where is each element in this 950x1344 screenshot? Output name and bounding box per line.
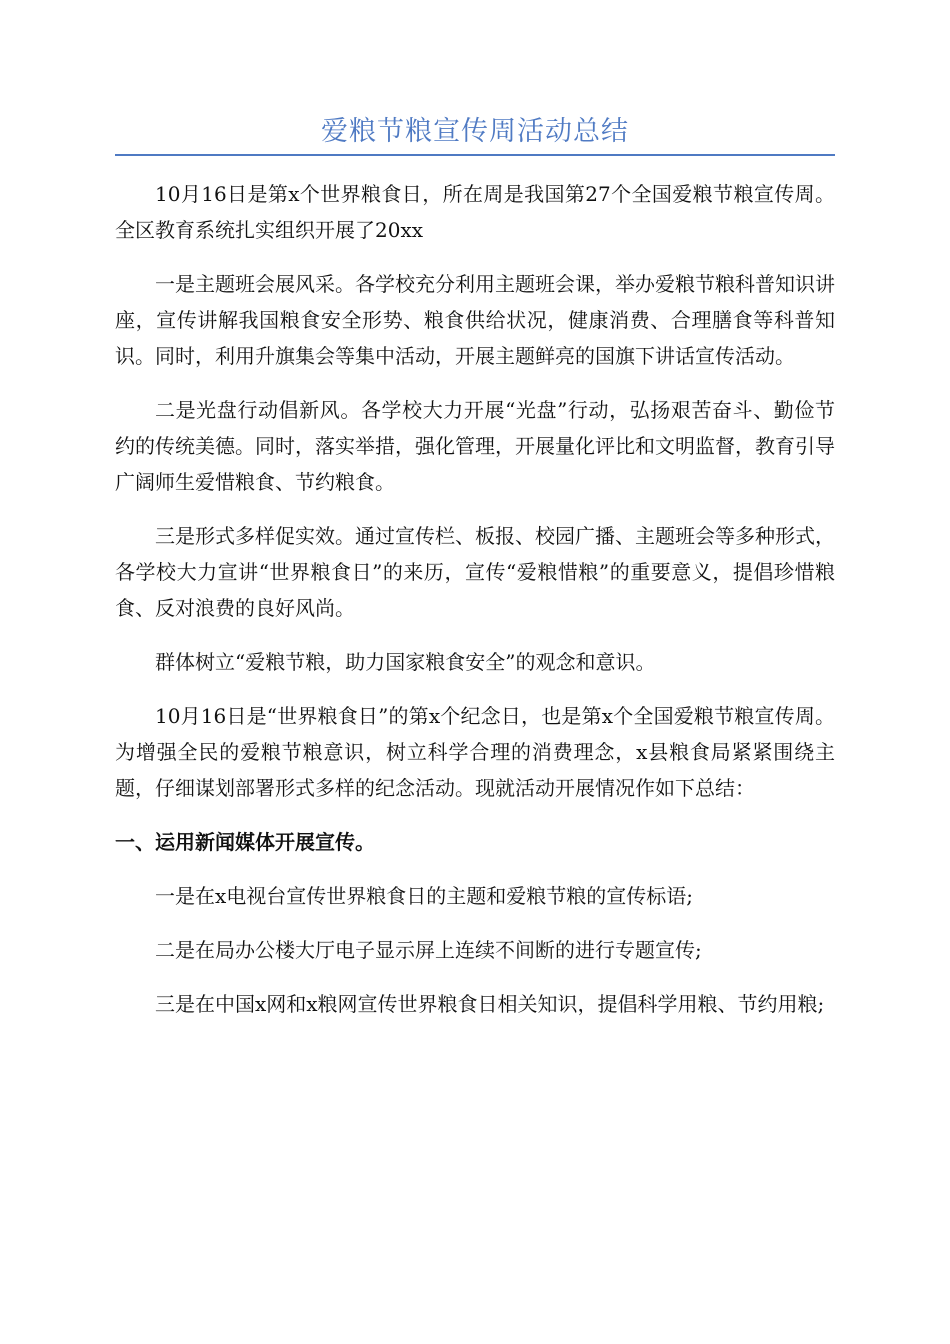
paragraph: 二是光盘行动倡新风。各学校大力开展“光盘”行动，弘扬艰苦奋斗、勤俭节约的传统美德。同时，落实举措，强化管理，开展量化评比和文明监督，教育引导广阔师生爱惜粮食、节约粮食。	[115, 398, 835, 494]
paragraph: 10月16日是第x个世界粮食日，所在周是我国第27个全国爱粮节粮宣传周。全区教育系统扎实组织开展了20xx	[115, 182, 835, 242]
section-paragraph: 三是在中国x网和x粮网宣传世界粮食日相关知识，提倡科学用粮、节约用粮;	[155, 992, 825, 1016]
paragraph: 群体树立“爱粮节粮，助力国家粮食安全”的观念和意识。	[155, 650, 656, 674]
section-heading: 一、运用新闻媒体开展宣传。	[115, 830, 375, 854]
document-title: 爱粮节粮宣传周活动总结	[321, 116, 629, 147]
paragraph: 一是主题班会展风采。各学校充分利用主题班会课，举办爱粮节粮科普知识讲座，宣传讲解我国粮食安全形势、粮食供给状况，健康消费、合理膳食等科普知识。同时，利用升旗集会等集中活动，开展主题鲜亮的国旗下讲话宣传活动。	[115, 272, 835, 368]
section-paragraph: 一是在x电视台宣传世界粮食日的主题和爱粮节粮的宣传标语;	[155, 884, 694, 908]
paragraph: 10月16日是“世界粮食日”的第x个纪念日，也是第x个全国爱粮节粮宣传周。为增强全民的爱粮节粮意识，树立科学合理的消费理念，x县粮食局紧紧围绕主题，仔细谋划部署形式多样的纪念活动。现就活动开展情况作如下总结：	[115, 704, 835, 800]
title-underline	[115, 154, 835, 156]
document-body	[115, 176, 835, 1040]
paragraph: 三是形式多样促实效。通过宣传栏、板报、校园广播、主题班会等多种形式，各学校大力宣讲“世界粮食日”的来历，宣传“爱粮惜粮”的重要意义，提倡珍惜粮食、反对浪费的良好风尚。	[115, 524, 835, 620]
section-paragraph: 二是在局办公楼大厅电子显示屏上连续不间断的进行专题宣传;	[155, 938, 702, 962]
